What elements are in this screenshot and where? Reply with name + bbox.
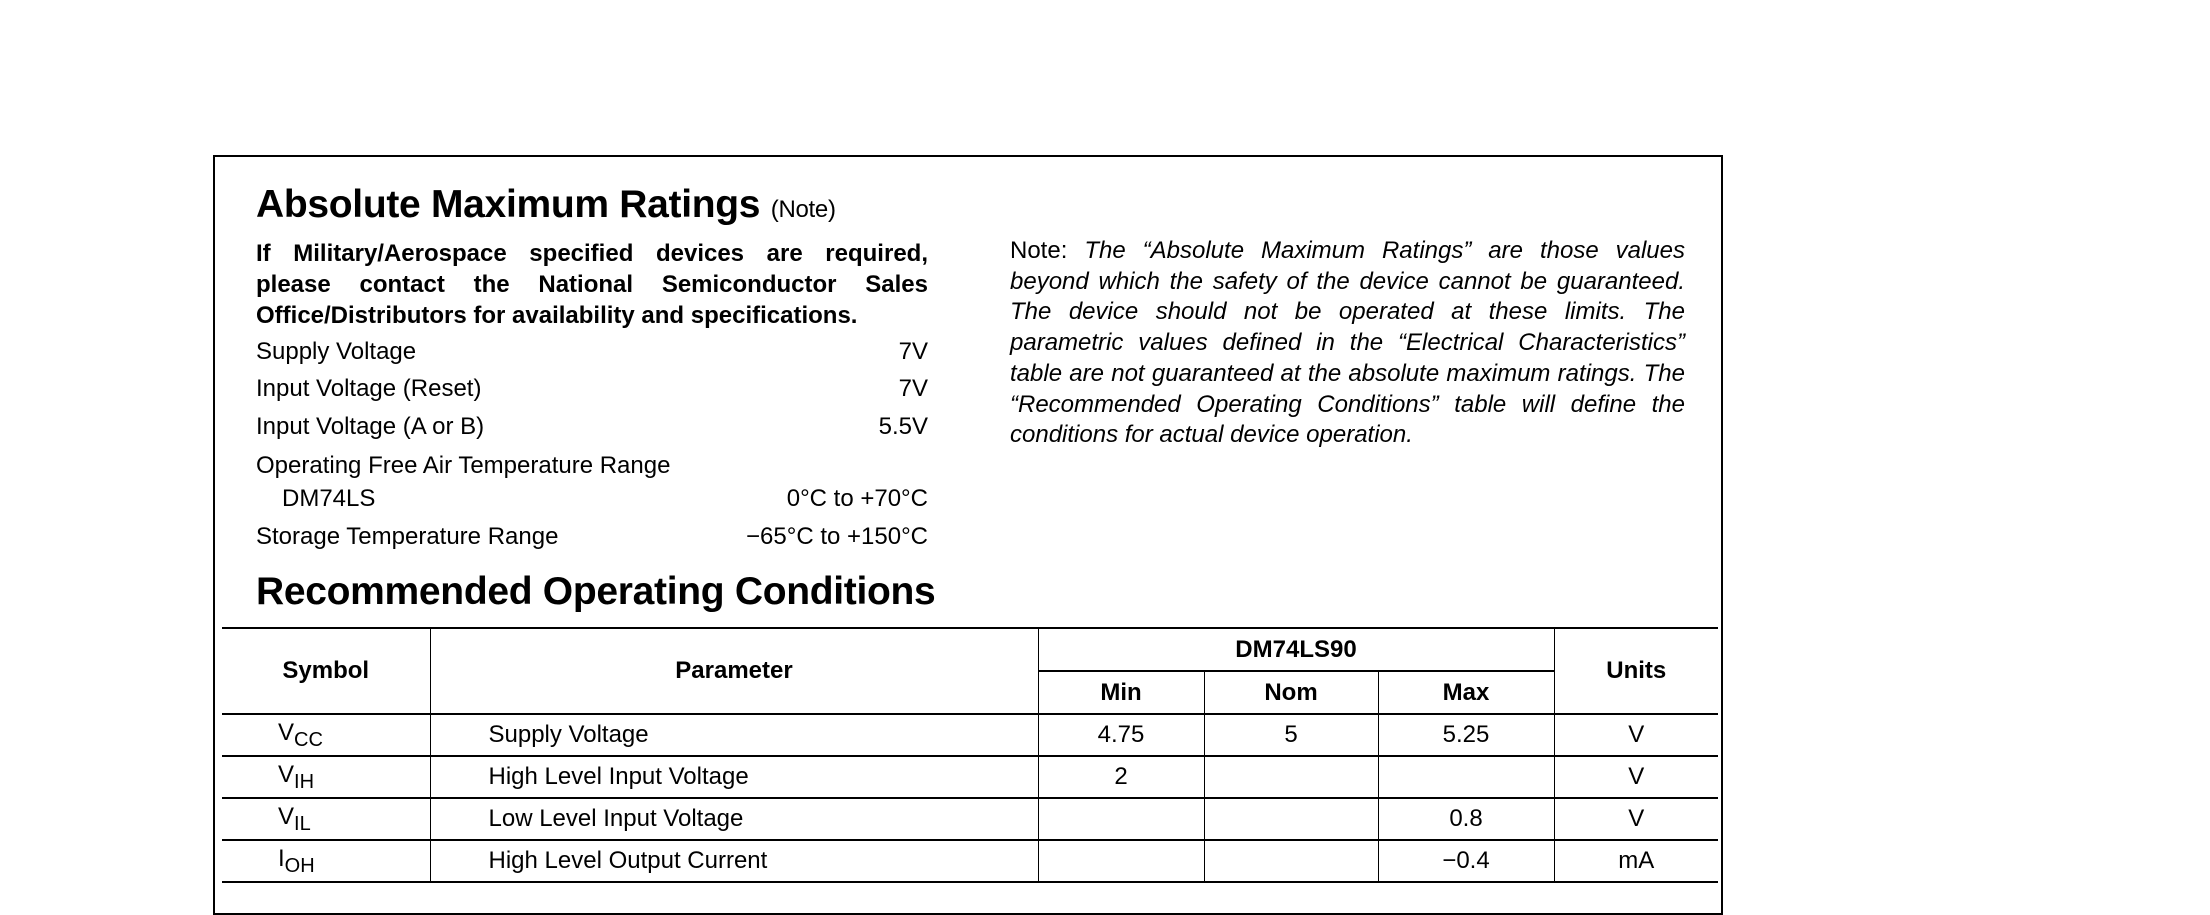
- rating-value: 7V: [898, 375, 928, 402]
- table-row: [222, 840, 1718, 882]
- min-cell: 2: [1038, 756, 1204, 798]
- max-cell: 0.8: [1378, 798, 1554, 840]
- rating-value: −65°C to +150°C: [746, 523, 928, 550]
- min-cell: [1038, 798, 1204, 840]
- table-row: [222, 714, 1718, 756]
- column-header-symbol: Symbol: [222, 628, 430, 714]
- nom-cell: [1204, 798, 1378, 840]
- heading-note-tag: (Note): [770, 196, 836, 223]
- max-cell: [1378, 756, 1554, 798]
- min-cell: [1038, 840, 1204, 882]
- column-header-nom: Nom: [1204, 671, 1378, 714]
- rating-value: 5.5V: [878, 413, 928, 440]
- symbol-cell: $V_{IL}$: [222, 798, 430, 840]
- parameter-cell: Supply Voltage: [430, 714, 1038, 756]
- recommended-operating-conditions-table: [222, 627, 1718, 883]
- rating-label: Input Voltage (Reset): [256, 375, 482, 402]
- rating-value: 7V: [898, 338, 928, 365]
- rating-value: 0°C to +70°C: [786, 485, 928, 512]
- absolute-max-ratings-heading: Absolute Maximum Ratings (Note): [256, 183, 836, 226]
- column-header-group: DM74LS90: [1038, 628, 1554, 671]
- rating-label: Operating Free Air Temperature Range: [256, 452, 671, 479]
- note-lead: Note:: [1010, 237, 1068, 264]
- units-cell: mA: [1554, 840, 1718, 882]
- parameter-cell: Low Level Input Voltage: [430, 798, 1038, 840]
- nom-cell: [1204, 840, 1378, 882]
- note-text: The “Absolute Maximum Ratings” are those values beyond which the safety of the device cannot be guaranteed. The device should not be operated at these limits. The parametric values defined in the “Electrical Characteristics” table are not guaranteed at the absolute maximum ratings. The “Recommended Operating Conditions” table will define the conditions for actual device operation.: [1010, 237, 1685, 449]
- symbol-cell: $V_{IH}$: [222, 756, 430, 798]
- max-cell: 5.25: [1378, 714, 1554, 756]
- parameter-cell: High Level Output Current: [430, 840, 1038, 882]
- column-header-max: Max: [1378, 671, 1554, 714]
- recommended-operating-conditions-heading: Recommended Operating Conditions: [256, 570, 936, 613]
- units-cell: V: [1554, 756, 1718, 798]
- units-cell: V: [1554, 798, 1718, 840]
- column-header-parameter: Parameter: [430, 628, 1038, 714]
- column-header-units: Units: [1554, 628, 1718, 714]
- units-cell: V: [1554, 714, 1718, 756]
- symbol-cell: $I_{OH}$: [222, 840, 430, 882]
- rating-label: DM74LS: [282, 485, 376, 512]
- nom-cell: 5: [1204, 714, 1378, 756]
- parameter-cell: High Level Input Voltage: [430, 756, 1038, 798]
- table-row: [222, 756, 1718, 798]
- rating-label: Supply Voltage: [256, 338, 417, 365]
- nom-cell: [1204, 756, 1378, 798]
- column-header-min: Min: [1038, 671, 1204, 714]
- symbol-cell: $V_{CC}$: [222, 714, 430, 756]
- absolute-max-note: [1010, 236, 1685, 451]
- min-cell: 4.75: [1038, 714, 1204, 756]
- rating-label: Storage Temperature Range: [256, 523, 559, 550]
- max-cell: −0.4: [1378, 840, 1554, 882]
- military-aerospace-notice: If Military/Aerospace specified devices are required, please contact the National Semiconductor Sales Office/Distributors for availability and specifications.: [256, 240, 928, 329]
- rating-label: Input Voltage (A or B): [256, 413, 485, 440]
- table-row: [222, 798, 1718, 840]
